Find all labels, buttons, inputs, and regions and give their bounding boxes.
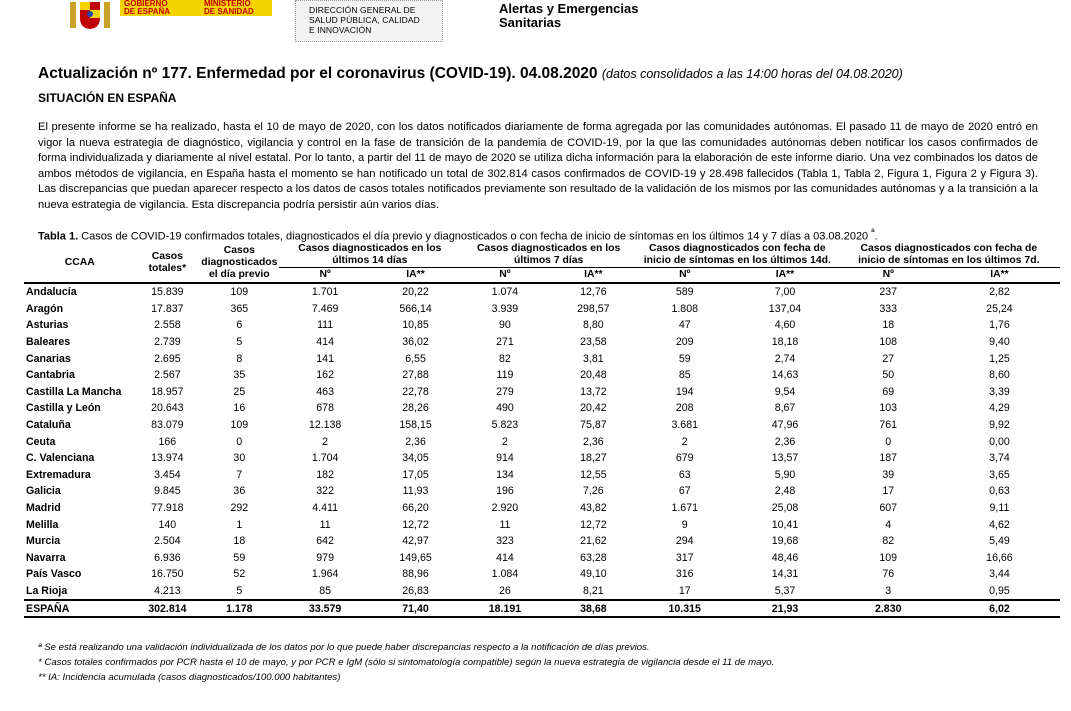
value-cell: 109 xyxy=(230,286,249,299)
report-title-note: (datos consolidados a las 14:00 horas del 04.08.2020) xyxy=(601,67,903,81)
value-cell: 5,37 xyxy=(774,584,796,597)
value-cell: 365 xyxy=(230,302,249,315)
value-cell: 85 xyxy=(319,584,332,597)
value-cell: 18,18 xyxy=(771,336,799,349)
value-cell: 20,42 xyxy=(580,402,607,415)
document-header xyxy=(0,0,1071,46)
header-group-sintomas-14d-line-1: Casos diagnosticados con fecha de xyxy=(648,243,826,254)
value-cell: 292 xyxy=(230,502,249,515)
value-cell: 3.939 xyxy=(491,302,519,315)
value-cell: 2.739 xyxy=(154,336,181,349)
value-cell: 979 xyxy=(316,551,334,564)
subheader-no: Nº xyxy=(838,268,939,284)
value-cell: 2,74 xyxy=(774,352,796,365)
value-cell: 4.213 xyxy=(154,584,181,597)
value-cell: 679 xyxy=(675,452,694,465)
value-cell: 1,76 xyxy=(989,319,1010,332)
spain-coat-of-arms-icon xyxy=(66,0,114,30)
header-casos-totales xyxy=(135,243,199,283)
directorate-line-1: DIRECCIÓN GENERAL DE xyxy=(309,5,416,15)
value-cell: 5,49 xyxy=(989,535,1010,548)
value-cell: 63 xyxy=(678,468,691,481)
value-cell: 294 xyxy=(675,535,694,548)
report-title-text: Actualización nº 177. Enfermedad por el coronavirus (COVID-19). 04.08.2020 xyxy=(38,65,598,82)
value-cell: 52 xyxy=(233,568,246,581)
value-cell: 39 xyxy=(882,468,895,481)
value-cell: 5 xyxy=(236,584,243,597)
value-cell: 3,74 xyxy=(989,452,1010,465)
value-cell: 209 xyxy=(675,336,694,349)
value-cell: 1.701 xyxy=(311,286,339,299)
value-cell: 9 xyxy=(681,518,688,531)
value-cell: 642 xyxy=(316,535,334,548)
region-name-cell: Navarra xyxy=(26,551,66,564)
value-cell: 13.974 xyxy=(151,452,184,465)
ministry-line-2: DE SANIDAD xyxy=(204,7,254,16)
value-cell: 9,92 xyxy=(989,419,1010,432)
value-cell: 607 xyxy=(879,502,898,515)
value-cell: 9.845 xyxy=(154,485,181,498)
value-cell: 1.074 xyxy=(491,286,519,299)
value-cell: 8 xyxy=(236,352,243,365)
value-cell: 566,14 xyxy=(399,302,432,315)
value-cell: 2,82 xyxy=(989,286,1010,299)
value-cell: 8,67 xyxy=(774,402,796,415)
value-cell: 2.558 xyxy=(154,319,181,332)
value-cell: 1.964 xyxy=(311,568,339,581)
value-cell: 66,20 xyxy=(402,502,429,515)
value-cell: 316 xyxy=(675,568,694,581)
value-cell: 0 xyxy=(885,435,892,448)
value-cell: 3,65 xyxy=(989,468,1010,481)
cases-table xyxy=(24,243,1060,618)
value-cell: 36 xyxy=(233,485,246,498)
region-name-cell: Galicia xyxy=(26,485,61,498)
value-cell: 25,24 xyxy=(986,302,1013,315)
table-caption-text: Casos de COVID-19 confirmados totales, diagnosticados el día previo y diagnosticados o con fecha de inicio de síntomas en los últimos 14 y 7 días a 03.08.2020 xyxy=(81,230,869,243)
alerts-line-2: Sanitarias xyxy=(499,15,562,30)
value-cell: 2,48 xyxy=(774,485,796,498)
value-cell: 10,85 xyxy=(402,319,429,332)
header-group-sintomas-14d-line-2: inicio de síntomas en los últimos 14d. xyxy=(643,255,831,266)
value-cell: 18.957 xyxy=(151,385,184,398)
table-row xyxy=(24,483,1060,500)
value-cell: 187 xyxy=(879,452,898,465)
table-total-row xyxy=(24,600,1060,617)
value-cell: 6,02 xyxy=(939,600,1060,617)
table-row xyxy=(24,334,1060,351)
value-cell: 137,04 xyxy=(768,302,802,315)
value-cell: 914 xyxy=(496,452,514,465)
value-cell: 2.504 xyxy=(154,535,181,548)
value-cell: 18 xyxy=(233,535,246,548)
value-cell: 414 xyxy=(316,336,334,349)
header-group-7d-line-1: Casos diagnosticados en los xyxy=(477,243,621,254)
alerts-line-1: Alertas y Emergencias xyxy=(499,1,639,16)
header-group-7d-line-2: últimos 7 días xyxy=(514,255,584,266)
region-name-cell: Madrid xyxy=(26,502,61,515)
value-cell: 19,68 xyxy=(771,535,799,548)
value-cell: 59 xyxy=(678,352,691,365)
value-cell: 12,55 xyxy=(580,468,607,481)
directorate-box xyxy=(295,0,443,42)
value-cell: 27 xyxy=(882,352,895,365)
region-name-cell: Baleares xyxy=(26,336,71,349)
value-cell: 271 xyxy=(496,336,514,349)
region-name-cell: Aragón xyxy=(26,302,64,315)
value-cell: 71,40 xyxy=(371,600,460,617)
value-cell: 109 xyxy=(879,551,898,564)
value-cell: 761 xyxy=(879,419,898,432)
value-cell: 69 xyxy=(882,385,895,398)
value-cell: 1.808 xyxy=(671,302,698,315)
header-group-14d-line-1: Casos diagnosticados en los xyxy=(298,243,442,254)
value-cell: 82 xyxy=(882,535,895,548)
value-cell: 12,76 xyxy=(580,286,607,299)
header-group-sintomas-14d xyxy=(637,243,838,268)
table-row xyxy=(24,583,1060,601)
region-name-cell: Asturias xyxy=(26,319,69,332)
value-cell: 12,72 xyxy=(580,518,607,531)
value-cell: 414 xyxy=(496,551,514,564)
value-cell: 17,05 xyxy=(402,468,429,481)
subheader-no: Nº xyxy=(460,268,549,284)
value-cell: 17 xyxy=(678,584,691,597)
value-cell: 43,82 xyxy=(580,502,607,515)
value-cell: 59 xyxy=(233,551,246,564)
region-name-cell: Cantabria xyxy=(26,369,75,382)
value-cell: 3,39 xyxy=(989,385,1010,398)
value-cell: 13,72 xyxy=(580,385,607,398)
value-cell: 3,44 xyxy=(989,568,1010,581)
value-cell: 2.567 xyxy=(154,369,181,382)
value-cell: 111 xyxy=(317,319,334,332)
value-cell: 11,93 xyxy=(402,485,429,498)
value-cell: 85 xyxy=(678,369,691,382)
value-cell: 75,87 xyxy=(580,419,607,432)
value-cell: 158,15 xyxy=(399,419,432,432)
value-cell: 76 xyxy=(882,568,895,581)
value-cell: 9,40 xyxy=(989,336,1010,349)
value-cell: 162 xyxy=(316,369,334,382)
value-cell: 0,00 xyxy=(989,435,1010,448)
value-cell: 7.469 xyxy=(311,302,339,315)
value-cell: 2.695 xyxy=(154,352,181,365)
value-cell: 678 xyxy=(316,402,334,415)
value-cell: 119 xyxy=(496,369,514,382)
value-cell: 2,36 xyxy=(774,435,796,448)
value-cell: 50 xyxy=(882,369,895,382)
value-cell: 0,63 xyxy=(989,485,1010,498)
value-cell: 1.084 xyxy=(491,568,519,581)
header-dia-previo-line-1: Casos xyxy=(223,244,255,256)
value-cell: 10.315 xyxy=(637,600,732,617)
value-cell: 12,72 xyxy=(402,518,429,531)
value-cell: 17 xyxy=(882,485,895,498)
alerts-unit-title xyxy=(499,2,638,30)
value-cell: 103 xyxy=(879,402,898,415)
value-cell: 2 xyxy=(681,435,688,448)
value-cell: 8,60 xyxy=(989,369,1010,382)
value-cell: 134 xyxy=(496,468,514,481)
table-row xyxy=(24,500,1060,517)
value-cell: 33.579 xyxy=(279,600,370,617)
value-cell: 149,65 xyxy=(399,551,432,564)
value-cell: 82 xyxy=(499,352,511,365)
value-cell: 8,21 xyxy=(583,584,604,597)
subheader-no: Nº xyxy=(637,268,732,284)
header-group-7d xyxy=(460,243,637,268)
value-cell: 9,54 xyxy=(774,385,796,398)
value-cell: 36,02 xyxy=(402,336,429,349)
value-cell: 2 xyxy=(501,435,508,448)
table-row xyxy=(24,301,1060,318)
table-row xyxy=(24,550,1060,567)
table-row xyxy=(24,433,1060,450)
value-cell: 166 xyxy=(158,435,177,448)
region-name-cell: País Vasco xyxy=(26,568,82,581)
value-cell: 8,80 xyxy=(583,319,604,332)
table-row xyxy=(24,516,1060,533)
value-cell: 35 xyxy=(233,369,246,382)
region-name-cell: Castilla y León xyxy=(26,402,101,415)
value-cell: 47 xyxy=(678,319,691,332)
table-row xyxy=(24,384,1060,401)
table-row xyxy=(24,283,1060,301)
region-name-cell: Ceuta xyxy=(26,435,56,448)
value-cell: 3 xyxy=(885,584,892,597)
value-cell: 5 xyxy=(236,336,243,349)
value-cell: 4,60 xyxy=(774,319,796,332)
header-group-14d-line-2: últimos 14 días xyxy=(332,255,408,266)
table-row xyxy=(24,400,1060,417)
value-cell: 4,62 xyxy=(989,518,1010,531)
value-cell: 22,78 xyxy=(402,385,429,398)
region-name-cell: Extremadura xyxy=(26,468,91,481)
value-cell: 108 xyxy=(879,336,898,349)
value-cell: 18.191 xyxy=(460,600,549,617)
value-cell: 2.920 xyxy=(491,502,519,515)
value-cell: 11 xyxy=(499,518,511,531)
value-cell: 279 xyxy=(496,385,514,398)
value-cell: 18,27 xyxy=(580,452,607,465)
value-cell: 333 xyxy=(879,302,898,315)
table-caption: Tabla 1. Casos de COVID-19 confirmados totales, diagnosticados el día previo y diagnosticados o con fecha de inicio de síntomas en los últimos 14 y 7 días a 03.08.2020 $^ª$. xyxy=(38,227,878,243)
header-dia-previo-line-2: diagnosticados xyxy=(201,256,278,268)
value-cell: 20,22 xyxy=(402,286,429,299)
value-cell: 1,25 xyxy=(989,352,1010,365)
directorate-line-2: SALUD PÚBLICA, CALIDAD xyxy=(309,15,420,25)
value-cell: 589 xyxy=(675,286,694,299)
value-cell: 322 xyxy=(316,485,334,498)
header-casos-totales-line-1: Casos xyxy=(151,250,183,262)
subheader-ia: IA** xyxy=(371,268,460,284)
value-cell: 3,81 xyxy=(583,352,604,365)
value-cell: 48,46 xyxy=(771,551,799,564)
government-line-1: GOBIERNO xyxy=(124,0,168,8)
subheader-ia: IA** xyxy=(939,268,1060,284)
value-cell: 1.178 xyxy=(199,600,279,617)
value-cell: 90 xyxy=(499,319,511,332)
value-cell: 16.750 xyxy=(151,568,184,581)
value-cell: 208 xyxy=(675,402,694,415)
header-group-sintomas-7d xyxy=(838,243,1060,268)
value-cell: 14,31 xyxy=(771,568,799,581)
table-caption-mark: ª xyxy=(871,227,875,237)
footnote-validation: ª Se está realizando una validación individualizada de los datos por lo que puede haber discrepancias respecto a la notificación de días previos. xyxy=(38,642,650,653)
value-cell: 4 xyxy=(885,518,892,531)
ministry-banner xyxy=(120,0,272,16)
section-heading: SITUACIÓN EN ESPAÑA xyxy=(38,91,177,105)
value-cell: 182 xyxy=(316,468,334,481)
value-cell: 25 xyxy=(233,385,246,398)
value-cell: 6,55 xyxy=(405,352,426,365)
subheader-ia: IA** xyxy=(550,268,637,284)
table-row xyxy=(24,317,1060,334)
value-cell: 13,57 xyxy=(771,452,799,465)
value-cell: 16,66 xyxy=(986,551,1013,564)
value-cell: 237 xyxy=(879,286,898,299)
value-cell: 17.837 xyxy=(151,302,184,315)
government-line-2: DE ESPAÑA xyxy=(124,7,171,16)
value-cell: 26 xyxy=(499,584,511,597)
value-cell: 2.830 xyxy=(838,600,939,617)
table-row xyxy=(24,533,1060,550)
table-row xyxy=(24,367,1060,384)
value-cell: 25,08 xyxy=(771,502,799,515)
region-name-cell: Murcia xyxy=(26,535,61,548)
table-row xyxy=(24,467,1060,484)
directorate-line-3: E INNOVACIÓN xyxy=(309,25,372,35)
region-name-cell: La Rioja xyxy=(26,584,68,597)
region-name-cell: Melilla xyxy=(26,518,59,531)
value-cell: 34,05 xyxy=(402,452,429,465)
value-cell: 141 xyxy=(316,352,334,365)
value-cell: 10,41 xyxy=(771,518,799,531)
value-cell: 6.936 xyxy=(154,551,181,564)
header-casos-totales-line-2: totales* xyxy=(148,262,187,274)
value-cell: 323 xyxy=(496,535,514,548)
value-cell: 21,62 xyxy=(580,535,607,548)
value-cell: 47,96 xyxy=(771,419,799,432)
region-name-cell: C. Valenciana xyxy=(26,452,95,465)
value-cell: 30 xyxy=(233,452,246,465)
value-cell: 1 xyxy=(236,518,243,531)
region-name-cell: Cataluña xyxy=(26,419,71,432)
value-cell: 38,68 xyxy=(550,600,637,617)
value-cell: 26,83 xyxy=(402,584,429,597)
region-name-cell: ESPAÑA xyxy=(24,600,135,617)
value-cell: 20.643 xyxy=(151,402,184,415)
value-cell: 317 xyxy=(675,551,694,564)
value-cell: 6 xyxy=(236,319,243,332)
value-cell: 15.839 xyxy=(151,286,184,299)
subheader-ia: IA** xyxy=(732,268,837,284)
value-cell: 9,11 xyxy=(989,502,1010,515)
ministry-line-1: MINISTERIO xyxy=(204,0,251,8)
value-cell: 27,88 xyxy=(402,369,429,382)
value-cell: 4,29 xyxy=(989,402,1010,415)
value-cell: 0 xyxy=(236,435,243,448)
value-cell: 1.671 xyxy=(671,502,698,515)
table-body xyxy=(24,283,1060,617)
header-dia-previo xyxy=(199,243,279,283)
header-ccaa: CCAA xyxy=(24,243,135,283)
table-row xyxy=(24,450,1060,467)
value-cell: 83.079 xyxy=(151,419,184,432)
value-cell: 5.823 xyxy=(491,419,519,432)
value-cell: 140 xyxy=(158,518,177,531)
intro-paragraph: El presente informe se ha realizado, hasta el 10 de mayo de 2020, con los datos notificados diariamente de forma agregada por las comunidades autónomas. El pasado 11 de mayo de 2020 entró en vigor la nueva estrategia de diagnóstico, vigilancia y control en la fase de transición de la pandemia de COVID-19, por la que las comunidades autónomas deben notificar los casos confirmados de forma individualizada y diariamente al nivel estatal. Por lo tanto, a partir del 11 de mayo de 2020 se utiliza dicha información para la elaboración de este informe diario. Una vez combinados los datos de ambos métodos de vigilancia, en España hasta el momento se han notificado un total de 302.814 casos confirmados de COVID-19 y 28.498 fallecidos (Tabla 1, Tabla 2, Figura 1, Figura 2 y Figura 3). Las discrepancias que puedan aparecer respecto a los datos de casos totales notificados previamente son resultado de la validación de los mismos por las comunidades autónomas y a la transición a la nueva estrategia de vigilancia. Esta discrepancia podría persistir aún varios días. xyxy=(38,121,1038,211)
value-cell: 298,57 xyxy=(577,302,610,315)
header-group-sintomas-7d-line-1: Casos diagnosticados con fecha de xyxy=(860,243,1038,254)
value-cell: 2,36 xyxy=(583,435,604,448)
value-cell: 88,96 xyxy=(402,568,429,581)
value-cell: 302.814 xyxy=(135,600,199,617)
value-cell: 196 xyxy=(496,485,514,498)
value-cell: 49,10 xyxy=(580,568,607,581)
value-cell: 11 xyxy=(319,518,331,531)
value-cell: 67 xyxy=(678,485,691,498)
region-name-cell: Andalucía xyxy=(26,286,77,299)
value-cell: 3.681 xyxy=(671,419,698,432)
value-cell: 3.454 xyxy=(154,468,181,481)
region-name-cell: Castilla La Mancha xyxy=(26,385,122,398)
value-cell: 23,58 xyxy=(580,336,607,349)
value-cell: 4.411 xyxy=(312,502,338,515)
value-cell: 18 xyxy=(882,319,895,332)
report-title xyxy=(38,65,903,83)
value-cell: 28,26 xyxy=(402,402,429,415)
value-cell: 194 xyxy=(675,385,694,398)
subheader-no: Nº xyxy=(279,268,370,284)
value-cell: 63,28 xyxy=(580,551,607,564)
value-cell: 42,97 xyxy=(402,535,429,548)
value-cell: 7 xyxy=(236,468,243,481)
header-group-14d xyxy=(279,243,460,268)
value-cell: 77.918 xyxy=(151,502,184,515)
value-cell: 2,36 xyxy=(405,435,426,448)
header-dia-previo-line-3: el día previo xyxy=(209,268,270,280)
table-row xyxy=(24,350,1060,367)
footnote-pcr: * Casos totales confirmados por PCR hasta el 10 de mayo, y por PCR e IgM (sólo si sintomatología compatible) según la nueva estrategia de vigilancia desde el 11 de mayo. xyxy=(38,657,775,668)
value-cell: 16 xyxy=(233,402,246,415)
value-cell: 1.704 xyxy=(311,452,339,465)
table-row xyxy=(24,417,1060,434)
value-cell: 14,63 xyxy=(771,369,799,382)
table-row xyxy=(24,566,1060,583)
value-cell: 7,00 xyxy=(774,286,796,299)
value-cell: 0,95 xyxy=(989,584,1010,597)
value-cell: 463 xyxy=(316,385,334,398)
value-cell: 5,90 xyxy=(774,468,796,481)
region-name-cell: Canarias xyxy=(26,352,71,365)
value-cell: 109 xyxy=(230,419,249,432)
footnote-ia: ** IA: Incidencia acumulada (casos diagnosticados/100.000 habitantes) xyxy=(38,672,341,683)
header-group-sintomas-7d-line-2: inicio de síntomas en los últimos 7d. xyxy=(858,255,1040,266)
value-cell: 2 xyxy=(322,435,329,448)
value-cell: 12.138 xyxy=(308,419,342,432)
value-cell: 490 xyxy=(496,402,514,415)
value-cell: 20,48 xyxy=(580,369,607,382)
value-cell: 21,93 xyxy=(732,600,837,617)
table-caption-label: Tabla 1. xyxy=(38,230,79,243)
value-cell: 7,26 xyxy=(583,485,604,498)
